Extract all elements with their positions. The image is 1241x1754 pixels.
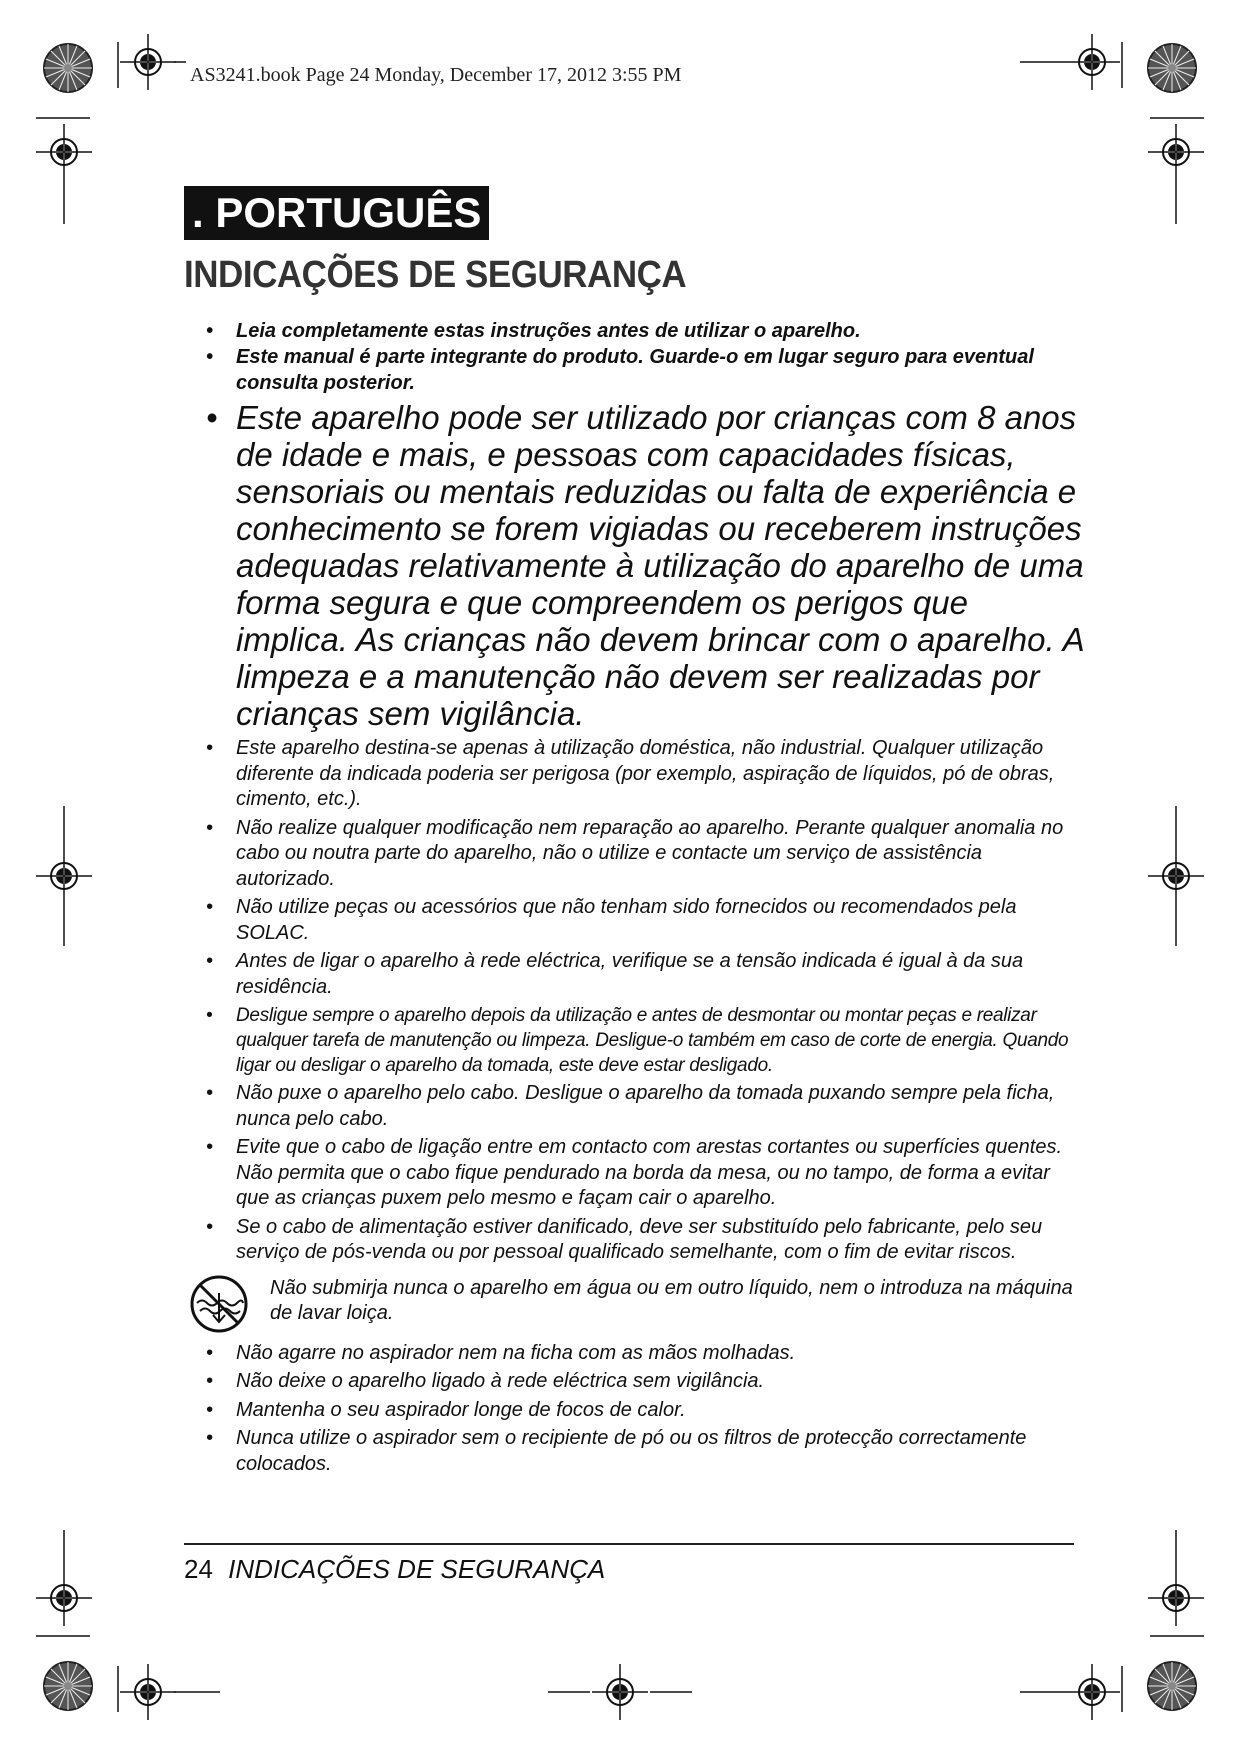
star-target-top-right bbox=[1148, 44, 1196, 92]
bullet-marker: • bbox=[206, 1427, 214, 1449]
bullet-marker: • bbox=[206, 320, 214, 342]
bullet-marker: • bbox=[206, 896, 214, 918]
registration-mark-right-bottom bbox=[1148, 1570, 1204, 1626]
bullet-text: Se o cabo de alimentação estiver danificado, deve ser substituído pelo fabricante, pelo seu serviço de pós-venda ou por pessoal qualificado semelhante, com o fim de evitar riscos. bbox=[236, 1215, 1043, 1263]
bullet-marker: • bbox=[206, 950, 214, 972]
final-bullet bbox=[206, 1369, 1086, 1395]
bullet-text: Não agarre no aspirador nem na ficha com as mãos molhadas. bbox=[236, 1341, 796, 1364]
safety-bullet bbox=[206, 1135, 1086, 1212]
bullet-text: Leia completamente estas instruções antes de utilizar o aparelho. bbox=[236, 320, 861, 342]
registration-mark-left-top bbox=[36, 124, 92, 180]
registration-mark-bottom-center bbox=[592, 1664, 648, 1720]
safety-bullet bbox=[206, 1215, 1086, 1266]
bullet-text: Não realize qualquer modificação nem reparação ao aparelho. Perante qualquer anomalia no cabo ou noutra parte do aparelho, não o utilize e contacte um serviço de assistência autorizado. bbox=[236, 816, 1064, 890]
bullet-text: Este aparelho destina-se apenas à utilização doméstica, não industrial. Qualquer utilização diferente da indicada poderia ser perigosa (por exemplo, aspiração de líquidos, pó de obras, cimento, etc.). bbox=[236, 737, 1055, 810]
immersion-warning bbox=[206, 1276, 1086, 1327]
no-immersion-icon bbox=[188, 1273, 250, 1335]
footer-rule bbox=[184, 1543, 1074, 1545]
safety-bullet bbox=[206, 895, 1086, 946]
bullet-marker: • bbox=[206, 1341, 214, 1364]
language-banner: . PORTUGUÊS bbox=[184, 186, 489, 240]
bullet-text: Mantenha o seu aspirador longe de focos de calor. bbox=[236, 1398, 686, 1421]
bullet-text: Antes de ligar o aparelho à rede eléctrica, verifique se a tensão indicada é igual à da sua residência. bbox=[236, 950, 1024, 998]
bullet-marker: • bbox=[206, 816, 214, 839]
registration-mark-right-top bbox=[1148, 124, 1204, 180]
star-target-bottom-left bbox=[44, 1662, 92, 1710]
registration-mark-top-left bbox=[120, 34, 176, 90]
section-title: INDICAÇÕES DE SEGURANÇA bbox=[184, 254, 687, 296]
bullet-marker: • bbox=[206, 399, 218, 436]
bullet-marker: • bbox=[206, 1082, 214, 1104]
safety-bullet bbox=[206, 1003, 1086, 1078]
registration-mark-bottom-left bbox=[120, 1664, 176, 1720]
star-target-top-left bbox=[44, 44, 92, 92]
bullet-text: Desligue sempre o aparelho depois da utilização e antes de desmontar ou montar peças e realizar qualquer tarefa de manutenção ou limpeza. Desligue-o também em caso de corte de energia. Quando ligar ou desligar o aparelho da tomada, este deve estar desligado. bbox=[236, 1005, 1069, 1076]
bullet-text: Nunca utilize o aspirador sem o recipiente de pó ou os filtros de protecção correctamente colocados. bbox=[236, 1427, 1027, 1475]
registration-mark-bottom-right bbox=[1064, 1664, 1120, 1720]
bullet-marker: • bbox=[206, 346, 214, 368]
footer-section-title: INDICAÇÕES DE SEGURANÇA bbox=[228, 1554, 606, 1584]
bullet-marker: • bbox=[206, 1215, 214, 1238]
final-bullet bbox=[206, 1341, 1086, 1367]
bullet-marker: • bbox=[206, 1005, 213, 1026]
children-warning bbox=[206, 399, 1086, 732]
intro-bullet bbox=[206, 318, 1086, 344]
registration-mark-left-middle bbox=[36, 848, 92, 904]
final-bullet bbox=[206, 1398, 1086, 1424]
page-footer bbox=[184, 1554, 605, 1585]
bullet-marker: • bbox=[206, 737, 214, 759]
print-slug: AS3241.book Page 24 Monday, December 17, 2012 3:55 PM bbox=[190, 64, 682, 86]
safety-bullet bbox=[206, 816, 1086, 893]
registration-mark-top-right bbox=[1064, 34, 1120, 90]
bullet-marker: • bbox=[206, 1398, 214, 1421]
page-number: 24 bbox=[184, 1554, 213, 1584]
bullet-marker: • bbox=[206, 1136, 214, 1158]
bullet-text: Não puxe o aparelho pelo cabo. Desligue o aparelho da tomada puxando sempre pela ficha, nunca pelo cabo. bbox=[236, 1082, 1055, 1130]
children-warning-text: Este aparelho pode ser utilizado por crianças com 8 anos de idade e mais, e pessoas com capacidades físicas, sensoriais ou mentais reduzidas ou falta de experiência e conhecimento se forem vigiadas ou receberem instruções adequadas relativamente à utilização do aparelho de uma forma segura e que compreendem os perigos que implica. As crianças não devem brincar com o aparelho. A limpeza e a manutenção não devem ser realizadas por crianças sem vigilância. bbox=[236, 399, 1084, 732]
bullet-text: Não deixe o aparelho ligado à rede eléctrica sem vigilância. bbox=[236, 1370, 765, 1392]
bullet-text: Não utilize peças ou acessórios que não tenham sido fornecidos ou recomendados pela SOLAC. bbox=[236, 896, 1017, 944]
registration-mark-left-bottom bbox=[36, 1570, 92, 1626]
safety-bullet bbox=[206, 1081, 1086, 1132]
bullet-marker: • bbox=[206, 1370, 214, 1392]
immersion-warning-text: Não submirja nunca o aparelho em água ou em outro líquido, nem o introduza na máquina de lavar loiça. bbox=[270, 1276, 1073, 1324]
safety-content bbox=[206, 318, 1086, 1480]
registration-mark-right-middle bbox=[1148, 848, 1204, 904]
safety-bullet bbox=[206, 736, 1086, 813]
safety-bullet bbox=[206, 949, 1086, 1000]
star-target-bottom-right bbox=[1148, 1662, 1196, 1710]
intro-bullet bbox=[206, 344, 1086, 396]
final-bullet bbox=[206, 1426, 1086, 1477]
bullet-text: Evite que o cabo de ligação entre em contacto com arestas cortantes ou superfícies quentes. Não permita que o cabo fique pendurado na borda da mesa, ou no tampo, de forma a evitar que as crianças puxem pelo mesmo e façam cair o aparelho. bbox=[236, 1136, 1063, 1209]
bullet-text: Este manual é parte integrante do produto. Guarde-o em lugar seguro para eventual consulta posterior. bbox=[236, 346, 1034, 394]
